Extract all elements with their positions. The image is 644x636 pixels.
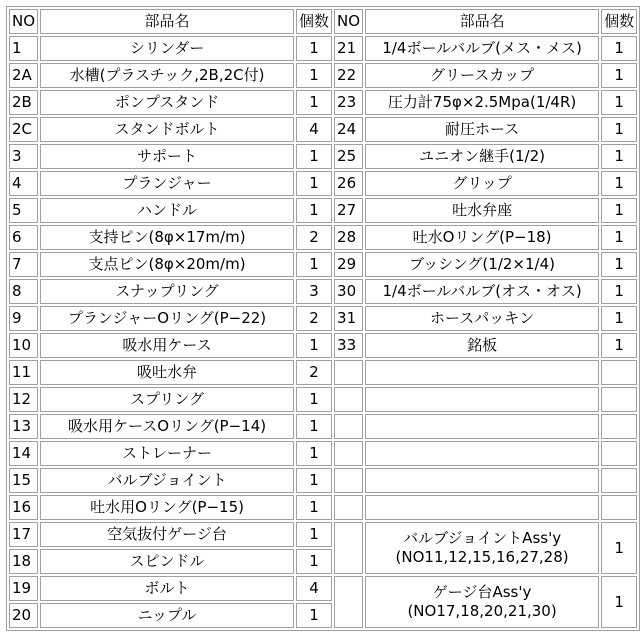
table-row [9, 360, 637, 385]
assembly-components: (NO11,12,15,16,27,28) [395, 548, 569, 566]
part-name-cell: 支持ピン(8φ×17m/m) [40, 225, 294, 250]
part-name-cell: ストレーナー [40, 441, 294, 466]
part-qty-cell: 1 [296, 522, 332, 547]
part-no-cell: 14 [9, 441, 38, 466]
part-name-cell: シリンダー [40, 36, 294, 61]
table-row [9, 468, 637, 493]
part-name-cell: 支点ピン(8φ×20m/m) [40, 252, 294, 277]
part-qty-cell: 1 [296, 90, 332, 115]
part-name-cell: グリップ [365, 171, 599, 196]
part-qty-cell: 1 [601, 36, 637, 61]
part-qty-cell: 1 [296, 171, 332, 196]
part-name-cell [365, 414, 599, 439]
part-qty-cell: 1 [601, 306, 637, 331]
table-row [9, 225, 637, 250]
part-name-cell: 水槽(プラスチック,2B,2C付) [40, 63, 294, 88]
part-qty-cell: 1 [601, 279, 637, 304]
assembly-blank-cell [334, 522, 363, 574]
table-row [9, 306, 637, 331]
parts-list-table [6, 6, 640, 631]
table-row [9, 90, 637, 115]
part-no-cell: 8 [9, 279, 38, 304]
part-no-cell: 11 [9, 360, 38, 385]
part-no-cell: 23 [334, 90, 363, 115]
table-row [9, 522, 637, 547]
part-no-cell: 3 [9, 144, 38, 169]
assembly-qty-cell: 1 [601, 576, 637, 628]
part-name-cell: ボルト [40, 576, 294, 601]
part-name-cell [365, 468, 599, 493]
table-row [9, 252, 637, 277]
header-quantity: 個数 [296, 9, 332, 34]
part-no-cell: 15 [9, 468, 38, 493]
part-no-cell: 20 [9, 603, 38, 628]
part-qty-cell: 1 [296, 603, 332, 628]
part-name-cell: 1/4ボールバルブ(メス・メス) [365, 36, 599, 61]
part-qty-cell: 1 [296, 36, 332, 61]
assembly-name-cell [365, 576, 599, 628]
part-qty-cell: 1 [601, 252, 637, 277]
part-qty-cell: 2 [296, 225, 332, 250]
part-no-cell: 2B [9, 90, 38, 115]
table-row [9, 279, 637, 304]
part-qty-cell: 1 [296, 144, 332, 169]
part-no-cell: 12 [9, 387, 38, 412]
part-qty-cell: 1 [296, 252, 332, 277]
table-row [9, 333, 637, 358]
part-name-cell: 1/4ボールバルブ(オス・オス) [365, 279, 599, 304]
part-no-cell [334, 360, 363, 385]
table-row [9, 171, 637, 196]
part-name-cell: 空気抜付ゲージ台 [40, 522, 294, 547]
table-row [9, 414, 637, 439]
part-name-cell: 圧力計75φ×2.5Mpa(1/4R) [365, 90, 599, 115]
part-name-cell [365, 495, 599, 520]
part-qty-cell: 1 [601, 171, 637, 196]
part-name-cell [365, 360, 599, 385]
part-no-cell: 19 [9, 576, 38, 601]
table-row [9, 441, 637, 466]
part-qty-cell: 1 [296, 63, 332, 88]
part-qty-cell: 1 [601, 333, 637, 358]
part-qty-cell: 1 [601, 144, 637, 169]
header-no: NO [334, 9, 363, 34]
part-name-cell: ポンプスタンド [40, 90, 294, 115]
part-name-cell: プランジャー [40, 171, 294, 196]
part-name-cell [365, 441, 599, 466]
header-quantity: 個数 [601, 9, 637, 34]
table-row [9, 495, 637, 520]
table-row [9, 144, 637, 169]
part-no-cell: 33 [334, 333, 363, 358]
part-no-cell [334, 441, 363, 466]
part-name-cell: ユニオン継手(1/2) [365, 144, 599, 169]
part-name-cell: 吸水用ケースOリング(P−14) [40, 414, 294, 439]
assembly-name-cell [365, 522, 599, 574]
part-name-cell: ホースパッキン [365, 306, 599, 331]
header-part-name: 部品名 [40, 9, 294, 34]
part-no-cell: 16 [9, 495, 38, 520]
part-qty-cell [601, 360, 637, 385]
part-qty-cell: 1 [296, 333, 332, 358]
part-name-cell: スピンドル [40, 549, 294, 574]
header-part-name: 部品名 [365, 9, 599, 34]
part-no-cell: 28 [334, 225, 363, 250]
part-qty-cell: 4 [296, 117, 332, 142]
part-name-cell: ハンドル [40, 198, 294, 223]
part-qty-cell [601, 495, 637, 520]
part-name-cell: 吸吐水弁 [40, 360, 294, 385]
part-no-cell: 24 [334, 117, 363, 142]
part-qty-cell [601, 414, 637, 439]
parts-list-body [9, 9, 637, 628]
part-no-cell: 18 [9, 549, 38, 574]
part-qty-cell [601, 468, 637, 493]
assembly-name: バルブジョイントAss'y [403, 529, 562, 547]
part-qty-cell: 2 [296, 306, 332, 331]
part-no-cell: 29 [334, 252, 363, 277]
part-name-cell: 銘板 [365, 333, 599, 358]
part-name-cell: スタンドボルト [40, 117, 294, 142]
part-qty-cell: 2 [296, 360, 332, 385]
part-no-cell: 7 [9, 252, 38, 277]
header-no: NO [9, 9, 38, 34]
part-name-cell [365, 387, 599, 412]
assembly-blank-cell [334, 576, 363, 628]
part-qty-cell: 1 [296, 549, 332, 574]
part-name-cell: 吐水弁座 [365, 198, 599, 223]
part-no-cell: 25 [334, 144, 363, 169]
table-row [9, 198, 637, 223]
part-qty-cell: 4 [296, 576, 332, 601]
table-row [9, 576, 637, 601]
assembly-name: ゲージ台Ass'y [432, 583, 532, 601]
part-qty-cell [601, 387, 637, 412]
part-no-cell: 1 [9, 36, 38, 61]
table-row [9, 387, 637, 412]
part-no-cell: 31 [334, 306, 363, 331]
part-qty-cell: 1 [296, 441, 332, 466]
part-qty-cell: 1 [296, 495, 332, 520]
part-name-cell: バルブジョイント [40, 468, 294, 493]
part-no-cell: 4 [9, 171, 38, 196]
part-no-cell: 30 [334, 279, 363, 304]
part-qty-cell: 1 [601, 117, 637, 142]
assembly-qty-cell: 1 [601, 522, 637, 574]
part-qty-cell [601, 441, 637, 466]
part-name-cell: サポート [40, 144, 294, 169]
part-no-cell: 6 [9, 225, 38, 250]
part-qty-cell: 1 [601, 198, 637, 223]
table-row [9, 36, 637, 61]
part-name-cell: プランジャーOリング(P−22) [40, 306, 294, 331]
assembly-components: (NO17,18,20,21,30) [407, 602, 557, 620]
part-qty-cell: 1 [296, 414, 332, 439]
table-row [9, 63, 637, 88]
part-no-cell [334, 414, 363, 439]
part-qty-cell: 1 [296, 198, 332, 223]
part-no-cell [334, 387, 363, 412]
part-qty-cell: 1 [601, 90, 637, 115]
part-name-cell: グリースカップ [365, 63, 599, 88]
part-name-cell: ブッシング(1/2×1/4) [365, 252, 599, 277]
part-no-cell: 5 [9, 198, 38, 223]
part-qty-cell: 1 [296, 387, 332, 412]
header-row [9, 9, 637, 34]
part-name-cell: スプリング [40, 387, 294, 412]
part-no-cell: 13 [9, 414, 38, 439]
part-no-cell [334, 468, 363, 493]
part-name-cell: 耐圧ホース [365, 117, 599, 142]
table-row [9, 117, 637, 142]
part-name-cell: スナップリング [40, 279, 294, 304]
part-no-cell: 2A [9, 63, 38, 88]
part-qty-cell: 1 [601, 225, 637, 250]
part-name-cell: ニップル [40, 603, 294, 628]
part-qty-cell: 3 [296, 279, 332, 304]
part-name-cell: 吐水Oリング(P−18) [365, 225, 599, 250]
part-qty-cell: 1 [601, 63, 637, 88]
part-no-cell: 26 [334, 171, 363, 196]
part-no-cell: 10 [9, 333, 38, 358]
part-no-cell: 2C [9, 117, 38, 142]
part-no-cell: 17 [9, 522, 38, 547]
part-qty-cell: 1 [296, 468, 332, 493]
part-no-cell: 21 [334, 36, 363, 61]
part-no-cell: 27 [334, 198, 363, 223]
part-name-cell: 吐水用Oリング(P−15) [40, 495, 294, 520]
part-no-cell: 9 [9, 306, 38, 331]
part-no-cell [334, 495, 363, 520]
part-name-cell: 吸水用ケース [40, 333, 294, 358]
part-no-cell: 22 [334, 63, 363, 88]
